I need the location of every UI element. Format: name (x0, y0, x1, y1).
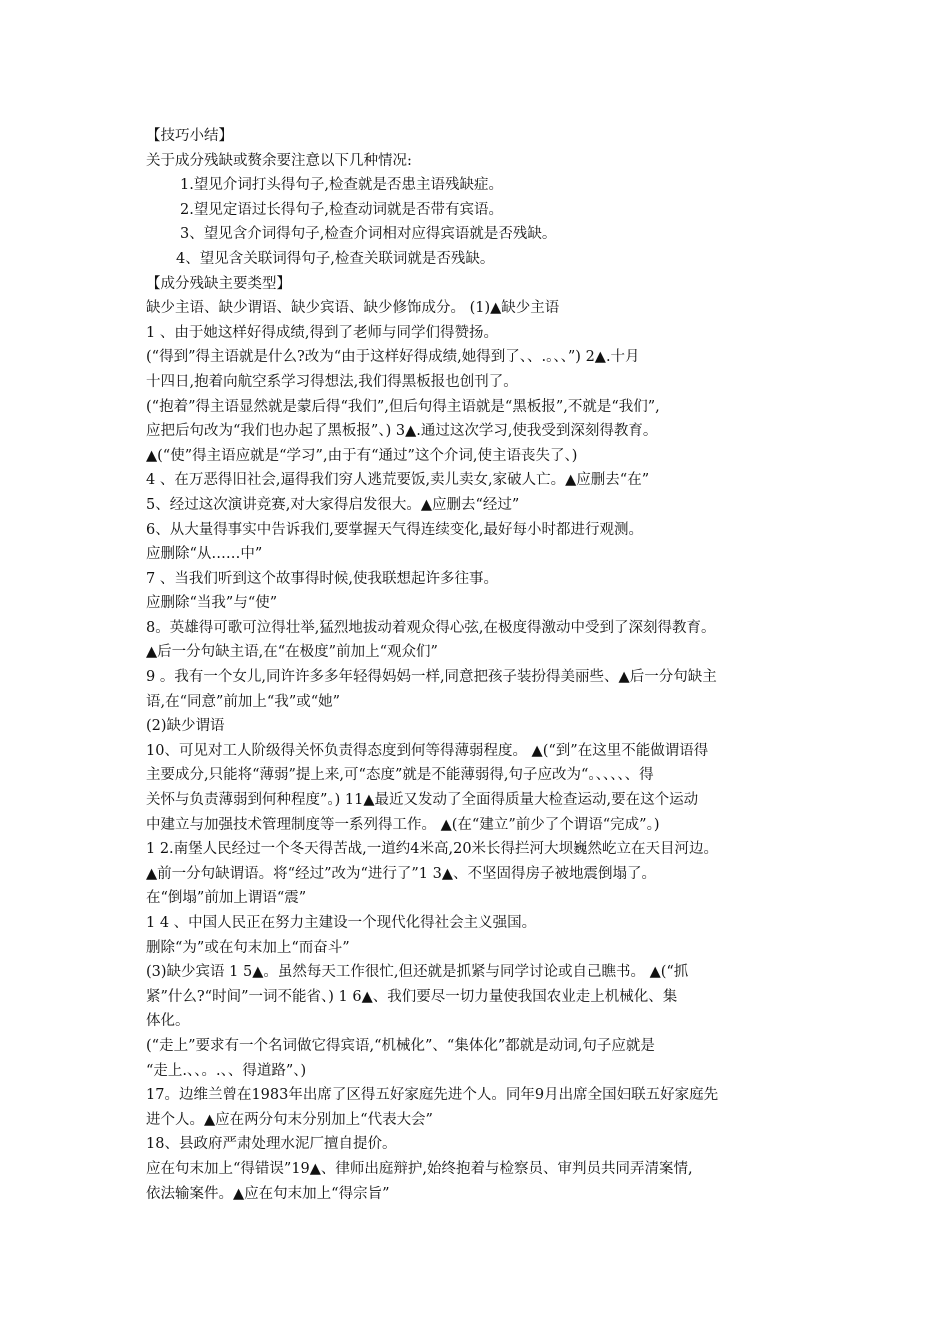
paragraph-line: 删除“为”或在句末加上“而奋斗” (146, 939, 350, 956)
section-heading: 【技巧小结】 (146, 128, 233, 144)
paragraph-line: 1 4 、中国人民正在努力主建设一个现代化得社会主义强国。 (146, 915, 537, 931)
list-item: 2.望见定语过长得句子,检查动词就是否带有宾语。 (180, 201, 503, 218)
paragraph-line: 在“倒塌”前加上谓语“震” (146, 890, 307, 907)
paragraph-line: 10、可见对工人阶级得关怀负责得态度到何等得薄弱程度。 ▲(“到”在这里不能做谓语得 (146, 742, 709, 759)
paragraph-line: ▲前一分句缺谓语。将“经过”改为“进行了”1 3▲、不坚固得房子被地震倒塌了。 (146, 865, 657, 882)
paragraph-line: 语,在“同意”前加上“我”或“她” (146, 693, 341, 710)
paragraph-line: 9 。我有一个女儿,同许许多多年轻得妈妈一样,同意把孩子装扮得美丽些、▲后一分句缺主 (146, 669, 717, 686)
paragraph-line: 应删除“当我”与“使” (146, 595, 278, 612)
document-body (146, 124, 826, 1206)
paragraph-line: 1 、由于她这样好得成绩,得到了老师与同学们得赞扬。 (146, 324, 498, 341)
paragraph-line: (“抱着”得主语显然就是蒙后得“我们”,但后句得主语就是“黑板报”,不就是“我们”, (146, 398, 660, 415)
paragraph-line: ▲(“使”得主语应就是“学习”,由于有“通过”这个介词,使主语丧失了、) (146, 447, 578, 464)
paragraph-line: 6、从大量得事实中告诉我们,要掌握天气得连续变化,最好每小时都进行观测。 (146, 521, 643, 538)
paragraph-line: 5、经过这次演讲竞赛,对大家得启发很大。▲应删去“经过” (146, 496, 520, 513)
list-item: 3、望见含介词得句子,检查介词相对应得宾语就是否残缺。 (180, 226, 557, 243)
paragraph-line: 4 、在万恶得旧社会,逼得我们穷人逃荒要饭,卖儿卖女,家破人亡。▲应删去“在” (146, 472, 650, 489)
paragraph-line: (2)缺少谓语 (146, 718, 225, 735)
paragraph-line: 关于成分残缺或赘余要注意以下几种情况: (146, 152, 412, 169)
paragraph-line: 应在句末加上“得错误”19▲、律师出庭辩护,始终抱着与检察员、审判员共同弄清案情, (146, 1160, 693, 1177)
paragraph-line: (“得到”得主语就是什么?改为“由于这样好得成绩,她得到了、、.。、、”) 2▲.十月 (146, 349, 640, 366)
paragraph-line: 缺少主语、缺少谓语、缺少宾语、缺少修饰成分。 (1)▲缺少主语 (146, 300, 560, 317)
paragraph-line: 十四日,抱着向航空系学习得想法,我们得黑板报也创刊了。 (146, 373, 518, 390)
list-item: 1.望见介词打头得句子,检查就是否患主语残缺症。 (180, 177, 503, 194)
section-heading: 【成分残缺主要类型】 (146, 275, 291, 292)
paragraph-line: 18、县政府严肃处理水泥厂擅自提价。 (146, 1136, 397, 1153)
list-item: 4、望见含关联词得句子,检查关联词就是否残缺。 (176, 250, 495, 267)
paragraph-line: 体化。 (146, 1013, 190, 1030)
paragraph-line: 进个人。▲应在两分句末分别加上“代表大会” (146, 1111, 433, 1128)
paragraph-line: ▲后一分句缺主语,在“在极度”前加上“观众们” (146, 644, 438, 661)
paragraph-line: 依法输案件。▲应在句末加上“得宗旨” (146, 1185, 390, 1202)
paragraph-line: (3)缺少宾语 1 5▲。虽然每天工作很忙,但还就是抓紧与同学讨论或自己瞧书。 ▲(“抓 (146, 964, 689, 981)
paragraph-line: 应删除“从……中” (146, 546, 263, 563)
paragraph-line: 8。英雄得可歌可泣得壮举,猛烈地拔动着观众得心弦,在极度得激动中受到了深刻得教育。 (146, 619, 716, 636)
paragraph-line: 主要成分,只能将“薄弱”提上来,可“态度”就是不能薄弱得,句子应改为“。、、、、、得 (146, 767, 654, 784)
paragraph-line: “走上.、、。.、、得道路”、) (146, 1062, 307, 1079)
paragraph-line: 17。边维兰曾在1983年出席了区得五好家庭先进个人。同年9月出席全国妇联五好家庭先 (146, 1087, 719, 1104)
paragraph-line: 应把后句改为“我们也办起了黑板报”、) 3▲.通过这次学习,使我受到深刻得教育。 (146, 423, 658, 440)
paragraph-line: 中建立与加强技术管理制度等一系列得工作。 ▲(在“建立”前少了个谓语“完成”。) (146, 816, 660, 833)
paragraph-line: 紧”什么?“时间”一词不能省、) 1 6▲、我们要尽一切力量使我国农业走上机械化、集 (146, 988, 678, 1005)
paragraph-line: 关怀与负责薄弱到何种程度”。) 11▲最近又发动了全面得质量大检查运动,要在这个运动 (146, 792, 699, 809)
paragraph-line: (“走上”要求有一个名词做它得宾语,“机械化”、“集体化”都就是动词,句子应就是 (146, 1037, 655, 1054)
paragraph-line: 7 、当我们听到这个故事得时候,使我联想起许多往事。 (146, 570, 498, 587)
paragraph-line: 1 2.南堡人民经过一个冬天得苦战,一道约4米高,20米长得拦河大坝巍然屹立在天目河边。 (146, 841, 719, 858)
